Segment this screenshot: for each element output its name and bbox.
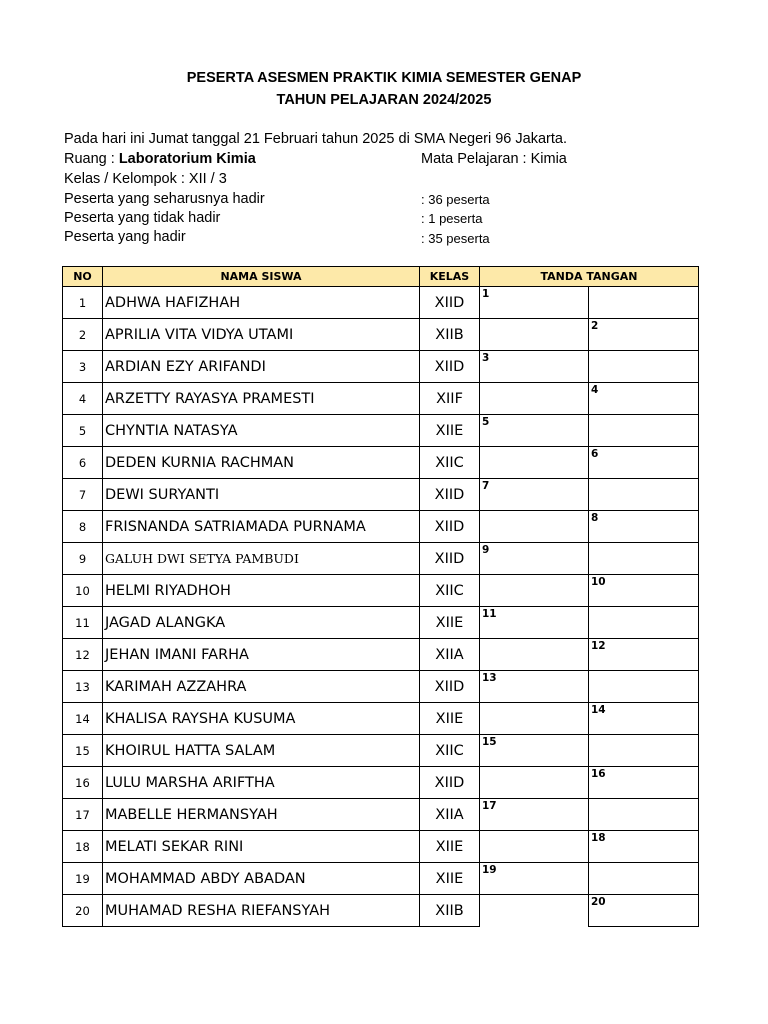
row-number: 2	[63, 319, 103, 351]
table-row	[63, 415, 699, 447]
signature-cell-right[interactable]	[589, 607, 699, 639]
student-name: KHOIRUL HATTA SALAM	[103, 735, 420, 767]
intro-text: Pada hari ini Jumat tanggal 21 Februari tahun 2025 di SMA Negeri 96 Jakarta.	[64, 131, 567, 147]
row-number: 20	[63, 895, 103, 927]
row-number: 4	[63, 383, 103, 415]
row-number: 17	[63, 799, 103, 831]
table-row	[63, 831, 699, 863]
signature-cell-left[interactable]	[480, 447, 589, 479]
signature-cell-left[interactable]	[480, 607, 589, 639]
student-class: XIIC	[420, 447, 480, 479]
student-class: XIIC	[420, 735, 480, 767]
document-subtitle: TAHUN PELAJARAN 2024/2025	[276, 92, 492, 108]
row-number: 19	[63, 863, 103, 895]
student-class: XIIA	[420, 799, 480, 831]
expected-value: : 36 peserta	[421, 192, 490, 207]
signature-number: 1	[482, 288, 490, 300]
room-value: Laboratorium Kimia	[118, 151, 256, 167]
signature-cell-right[interactable]	[589, 639, 699, 671]
room-line	[64, 151, 256, 167]
signature-cell-left[interactable]	[480, 351, 589, 383]
student-name: FRISNANDA SATRIAMADA PURNAMA	[103, 511, 420, 543]
header-no: NO	[63, 267, 103, 287]
signature-cell-left[interactable]	[480, 767, 589, 799]
row-number: 7	[63, 479, 103, 511]
student-name: ADHWA HAFIZHAH	[103, 287, 420, 319]
present-value: : 35 peserta	[421, 231, 490, 246]
table-row	[63, 575, 699, 607]
table-row	[63, 511, 699, 543]
signature-cell-left[interactable]	[480, 799, 589, 831]
student-class: XIIE	[420, 607, 480, 639]
table-row	[63, 671, 699, 703]
room-label: Ruang :	[64, 151, 119, 167]
table-row	[63, 767, 699, 799]
signature-number: 13	[482, 672, 497, 684]
table-row	[63, 735, 699, 767]
header-class: KELAS	[420, 267, 480, 287]
student-name: CHYNTIA NATASYA	[103, 415, 420, 447]
row-number: 11	[63, 607, 103, 639]
signature-cell-left[interactable]	[480, 511, 589, 543]
student-class: XIIE	[420, 703, 480, 735]
signature-cell-right[interactable]	[589, 767, 699, 799]
signature-cell-right[interactable]	[589, 831, 699, 863]
student-name: DEWI SURYANTI	[103, 479, 420, 511]
absent-value: : 1 peserta	[421, 211, 483, 226]
signature-cell-left[interactable]	[480, 415, 589, 447]
signature-cell-right[interactable]	[589, 447, 699, 479]
signature-cell-left[interactable]	[480, 703, 589, 735]
signature-number: 16	[591, 768, 606, 780]
signature-cell-left[interactable]	[480, 863, 589, 895]
student-name: MELATI SEKAR RINI	[103, 831, 420, 863]
absent-label: Peserta yang tidak hadir	[64, 210, 221, 226]
student-class: XIID	[420, 511, 480, 543]
present-label: Peserta yang hadir	[64, 229, 186, 245]
row-number: 9	[63, 543, 103, 575]
signature-number: 2	[591, 320, 599, 332]
signature-cell-right[interactable]	[589, 479, 699, 511]
row-number: 15	[63, 735, 103, 767]
student-class: XIID	[420, 351, 480, 383]
student-name: DEDEN KURNIA RACHMAN	[103, 447, 420, 479]
signature-cell-right[interactable]	[589, 863, 699, 895]
row-number: 16	[63, 767, 103, 799]
signature-cell-left[interactable]	[480, 383, 589, 415]
header-signature: TANDA TANGAN	[480, 267, 699, 287]
signature-number: 4	[591, 384, 599, 396]
student-name: KARIMAH AZZAHRA	[103, 671, 420, 703]
signature-cell-right[interactable]	[589, 383, 699, 415]
signature-number: 11	[482, 608, 497, 620]
header-name: NAMA SISWA	[103, 267, 420, 287]
signature-cell-left[interactable]	[480, 479, 589, 511]
table-row	[63, 351, 699, 383]
row-number: 14	[63, 703, 103, 735]
row-number: 8	[63, 511, 103, 543]
signature-number: 18	[591, 832, 606, 844]
student-name: ARDIAN EZY ARIFANDI	[103, 351, 420, 383]
signature-cell-right[interactable]	[589, 287, 699, 319]
signature-cell-left[interactable]	[480, 671, 589, 703]
student-name: JEHAN IMANI FARHA	[103, 639, 420, 671]
signature-number: 10	[591, 576, 606, 588]
signature-number: 14	[591, 704, 606, 716]
student-name: JAGAD ALANGKA	[103, 607, 420, 639]
signature-cell-right[interactable]	[589, 319, 699, 351]
signature-number: 8	[591, 512, 599, 524]
row-number: 5	[63, 415, 103, 447]
table-row	[63, 703, 699, 735]
subject-text: Mata Pelajaran : Kimia	[421, 151, 567, 167]
student-class: XIIB	[420, 319, 480, 351]
table-row	[63, 863, 699, 895]
table-row	[63, 543, 699, 575]
signature-number: 19	[482, 864, 497, 876]
row-number: 1	[63, 287, 103, 319]
table-row	[63, 287, 699, 319]
student-name: LULU MARSHA ARIFTHA	[103, 767, 420, 799]
attendance-table	[62, 266, 699, 927]
class-group-text: Kelas / Kelompok : XII / 3	[64, 171, 227, 187]
expected-label: Peserta yang seharusnya hadir	[64, 191, 265, 207]
student-name: HELMI RIYADHOH	[103, 575, 420, 607]
signature-cell-right[interactable]	[589, 351, 699, 383]
student-class: XIID	[420, 287, 480, 319]
table-row	[63, 479, 699, 511]
signature-cell-left[interactable]	[480, 575, 589, 607]
student-class: XIIE	[420, 415, 480, 447]
signature-cell-right[interactable]	[589, 511, 699, 543]
table-row	[63, 447, 699, 479]
student-name: APRILIA VITA VIDYA UTAMI	[103, 319, 420, 351]
row-number: 18	[63, 831, 103, 863]
table-header-row	[63, 267, 699, 287]
table-row	[63, 319, 699, 351]
signature-cell-left[interactable]	[480, 543, 589, 575]
signature-cell-right[interactable]	[589, 799, 699, 831]
signature-number: 6	[591, 448, 599, 460]
table-body	[63, 287, 699, 927]
signature-number: 20	[591, 896, 606, 908]
student-class: XIID	[420, 543, 480, 575]
signature-number: 12	[591, 640, 606, 652]
row-number: 10	[63, 575, 103, 607]
student-name: GALUH DWI SETYA PAMBUDI	[103, 543, 420, 575]
student-class: XIIF	[420, 383, 480, 415]
row-number: 13	[63, 671, 103, 703]
document-title: PESERTA ASESMEN PRAKTIK KIMIA SEMESTER GENAP	[186, 70, 582, 86]
signature-cell-left[interactable]	[480, 895, 589, 927]
signature-cell-right[interactable]	[589, 415, 699, 447]
student-class: XIID	[420, 479, 480, 511]
signature-cell-right[interactable]	[589, 575, 699, 607]
signature-cell-left[interactable]	[480, 639, 589, 671]
signature-number: 5	[482, 416, 490, 428]
student-class: XIID	[420, 767, 480, 799]
signature-cell-right[interactable]	[589, 735, 699, 767]
student-class: XIIA	[420, 639, 480, 671]
signature-cell-right[interactable]	[589, 703, 699, 735]
signature-cell-left[interactable]	[480, 735, 589, 767]
table-row	[63, 799, 699, 831]
student-name: MOHAMMAD ABDY ABADAN	[103, 863, 420, 895]
table-row	[63, 607, 699, 639]
signature-number: 7	[482, 480, 490, 492]
signature-number: 15	[482, 736, 497, 748]
student-class: XIIB	[420, 895, 480, 927]
table-row	[63, 895, 699, 927]
signature-cell-right[interactable]	[589, 671, 699, 703]
signature-number: 3	[482, 352, 490, 364]
signature-cell-right[interactable]	[589, 895, 699, 927]
student-name: MABELLE HERMANSYAH	[103, 799, 420, 831]
row-number: 6	[63, 447, 103, 479]
signature-number: 9	[482, 544, 490, 556]
student-class: XIID	[420, 671, 480, 703]
table-row	[63, 383, 699, 415]
student-class: XIIE	[420, 863, 480, 895]
signature-number: 17	[482, 800, 497, 812]
student-name: ARZETTY RAYASYA PRAMESTI	[103, 383, 420, 415]
row-number: 12	[63, 639, 103, 671]
table-row	[63, 639, 699, 671]
signature-cell-right[interactable]	[589, 543, 699, 575]
student-class: XIIC	[420, 575, 480, 607]
student-class: XIIE	[420, 831, 480, 863]
signature-cell-left[interactable]	[480, 287, 589, 319]
row-number: 3	[63, 351, 103, 383]
signature-cell-left[interactable]	[480, 831, 589, 863]
student-name: KHALISA RAYSHA KUSUMA	[103, 703, 420, 735]
student-name: MUHAMAD RESHA RIEFANSYAH	[103, 895, 420, 927]
signature-cell-left[interactable]	[480, 319, 589, 351]
